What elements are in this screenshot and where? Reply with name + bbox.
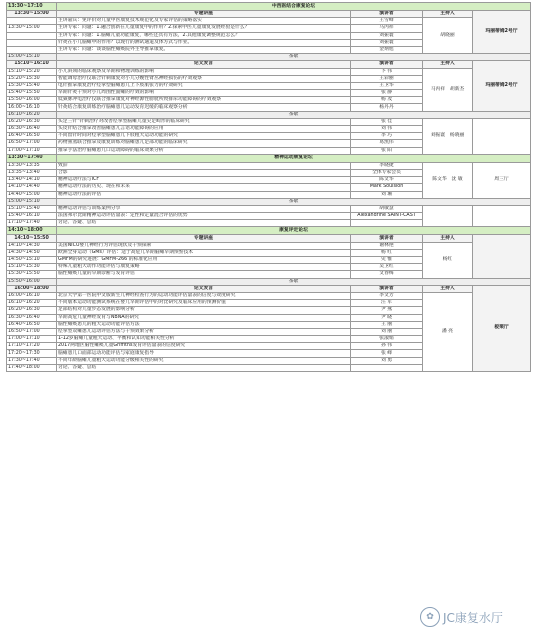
session-topic: GMFM的研究进展：GMFM-266 的标准化应用	[57, 257, 351, 264]
session-row	[7, 205, 531, 212]
session-topic: 精神运动评估与训练案例分享	[57, 205, 351, 212]
session-speaker: 尹 燕	[351, 307, 423, 314]
block-header-time: 14:10~15:50	[7, 235, 57, 242]
session-row	[7, 162, 531, 169]
session-speaker: 刘 伟	[351, 126, 423, 133]
venue-room: 玛丽蒂姆2号厅	[473, 61, 531, 111]
session-speaker: 尹 晓	[351, 314, 423, 321]
session-speaker: 王彩丽	[351, 75, 423, 82]
session-time: 15:10~15:40	[7, 205, 57, 212]
session-time: 15:30~15:40	[7, 82, 57, 89]
session-topic: 头足三针"针刺治疗对改善痉挛型脑瘫儿童尖足畸形的临床研究	[57, 118, 351, 125]
block-header-label: 专题讲座	[57, 235, 351, 242]
session-topic: 主讲专家：问题：1.脑瘫儿童功能康复，哪些还具有方法，2.其他康复调整规范怎么？	[57, 32, 351, 39]
session-speaker: 李 巧	[351, 133, 423, 140]
session-speaker: 汪 军	[351, 300, 423, 307]
session-topic: 药物熏蒸联合推拿及康复训练对脑瘫患儿足部功能的临床研究	[57, 140, 351, 147]
session-speaker: 刘 勇	[351, 357, 423, 364]
session-time: 17:10~17:20	[7, 343, 57, 350]
session-time	[7, 32, 57, 39]
session-time: 16:30~16:40	[7, 126, 57, 133]
session-topic: 讨论、答疑、总结	[57, 364, 351, 371]
session-topic: 主讲专家：问题：谈谈脑性瘫痪院外主导推拿康复。	[57, 46, 351, 53]
session-time	[7, 46, 57, 53]
session-speaker: 杨丹丹	[351, 104, 423, 111]
host-column-header: 主持人	[423, 61, 473, 68]
session-topic: 足部结构对儿童步态发展的影响分析	[57, 307, 351, 314]
session-topic: 头皮针结合推拿改善脑瘫患儿言语功能障碍的应用	[57, 126, 351, 133]
session-hosts: 刘振寰 杨晓丽	[423, 118, 473, 154]
session-speaker: 刘 珊	[351, 191, 423, 198]
session-time: 14:50~15:10	[7, 257, 57, 264]
session-speaker: 吴卫红	[351, 264, 423, 271]
session-speaker: Mark Soulsion	[351, 184, 423, 191]
session-speaker: 张 阳	[351, 147, 423, 154]
session-time: 17:20~17:30	[7, 350, 57, 357]
session-time: 17:30~17:40	[7, 357, 57, 364]
block-header-time: 16:00~18:00	[7, 285, 57, 292]
block-header-label: 论文发言	[57, 61, 351, 68]
session-topic: 脑瘫患儿口面部运动功能评估与家庭康复指导	[57, 350, 351, 357]
session-speaker: 刘振寰	[351, 32, 423, 39]
session-topic: 主讲专家：问题：1.融合创新在儿童康复中的作用？2.探索中医儿童康复发展经验是什么？	[57, 25, 351, 32]
session-speaker: 孙 伟	[351, 343, 423, 350]
session-speaker: 马丙祥	[351, 25, 423, 32]
session-topic: 不同年龄脑瘫儿童粗大运动功能分级相关性的研究	[57, 357, 351, 364]
session-topic: 2017两地区脑性瘫痪儿童Griffiths发育评估量表的信度研究	[57, 343, 351, 350]
break-label: 茶歇	[57, 198, 531, 205]
session-speaker: 张 佳	[351, 118, 423, 125]
host-column-header: 主持人	[423, 285, 473, 292]
session-row	[7, 68, 531, 75]
section-title: 康复评定论坛	[57, 227, 531, 235]
session-time: 16:00~16:10	[7, 292, 57, 299]
section-header-row	[7, 3, 531, 11]
session-time: 16:40~16:50	[7, 321, 57, 328]
session-time: 15:40~15:50	[7, 90, 57, 97]
section-time: 13:30~17:10	[7, 3, 57, 11]
break-row	[7, 111, 531, 118]
session-time: 13:35~13:40	[7, 169, 57, 176]
session-speaker: 李晓捷	[351, 162, 423, 169]
session-time: 16:10~16:20	[7, 300, 57, 307]
session-row	[7, 18, 531, 25]
session-speaker: 金炳旭	[351, 46, 423, 53]
session-topic: 致辞	[57, 162, 351, 169]
session-topic: 精神运动疗法与ICF	[57, 177, 351, 184]
session-hosts	[423, 205, 473, 227]
venue-room	[473, 205, 531, 227]
session-topic: 1-12岁脑瘫儿童粗大运动、平衡和认知功能相关性分析	[57, 336, 351, 343]
session-topic: 痉挛型双瘫患儿运动评估方法与干预效果分析	[57, 328, 351, 335]
session-row	[7, 118, 531, 125]
session-time: 14:40~15:00	[7, 191, 57, 198]
session-time: 17:00~17:10	[7, 336, 57, 343]
session-speaker: 全体专家会员	[351, 169, 423, 176]
speaker-column-header: 演讲者	[351, 11, 423, 18]
session-time	[7, 18, 57, 25]
venue-room: 板栗厅	[473, 285, 531, 371]
venue-room	[473, 235, 531, 278]
session-speaker: 胡敏慧	[351, 205, 423, 212]
session-topic: 法国弗尔比斯精神运动评估量表：定性和定量混合评估的优势	[57, 213, 351, 220]
speaker-column-header: 演讲者	[351, 61, 423, 68]
session-time: 16:40~16:50	[7, 133, 57, 140]
section-title: 中西医结合康复论坛	[57, 3, 531, 11]
session-topic: 早期高危儿童神经发育与NBNA的研究	[57, 314, 351, 321]
break-label: 茶歇	[57, 111, 531, 118]
session-time: 16:20~16:30	[7, 307, 57, 314]
session-topic: 精神运动疗法的历史、现在和未来	[57, 184, 351, 191]
session-speaker: 王 丽	[351, 321, 423, 328]
session-time: 15:40~16:10	[7, 213, 57, 220]
session-topic: 脑性瘫痪患儿的粗大运动功能评估方法	[57, 321, 351, 328]
session-speaker: 杨 茂	[351, 97, 423, 104]
speaker-column-header: 演讲者	[351, 235, 423, 242]
session-topic: 北京大学第一医院中文版新生儿神经检查行为的运动功能评估量表的信度与效度研究	[57, 292, 351, 299]
session-hosts: 胡晓丽	[423, 18, 473, 54]
session-time: 15:30~15:50	[7, 271, 57, 278]
session-time: 15:10~15:30	[7, 264, 57, 271]
session-time: 17:40~18:00	[7, 364, 57, 371]
session-speaker: Alexandrine SAINT-CAST	[351, 213, 423, 220]
venue-room: 玛丽蒂姆2号厅	[473, 11, 531, 54]
session-speaker	[351, 364, 423, 371]
session-speaker: 李文芳	[351, 292, 423, 299]
schedule-sheet	[6, 2, 530, 372]
session-time: 13:40~14:10	[7, 177, 57, 184]
session-speaker: 谢林艳	[351, 242, 423, 249]
session-speaker	[351, 220, 423, 227]
session-topic: 电针推拿康复治疗痉挛型脑瘫患儿上下肢肌张力的疗效研究	[57, 82, 351, 89]
block-header-time: 13:30~15:00	[7, 11, 57, 18]
session-time: 14:30~14:50	[7, 249, 57, 256]
break-label: 茶歇	[57, 54, 531, 61]
session-topic: 主讲嘉宾：免评价对儿童中医康复技术规范化及专家评估的策略落实	[57, 18, 351, 25]
session-speaker: 王雪峰	[351, 18, 423, 25]
session-speaker: 刘 丽	[351, 328, 423, 335]
block-header-row	[7, 61, 531, 68]
session-hosts: 陈文华 沈 敏	[423, 162, 473, 198]
break-row	[7, 198, 531, 205]
break-time: 15:00~15:10	[7, 54, 57, 61]
session-topic: 小儿斜颈的临床观察及早期和物理训练的影响	[57, 68, 351, 75]
break-time: 16:10~16:20	[7, 111, 57, 118]
block-header-time: 15:10~16:10	[7, 61, 57, 68]
session-speaker: 卜 伟	[351, 68, 423, 75]
session-time: 14:10~14:40	[7, 184, 57, 191]
session-hosts: 杨红	[423, 242, 473, 278]
session-topic: 脑性瘫痪儿童的早期诊断与发育评估	[57, 271, 351, 278]
session-topic: 讨论、答疑、总结	[57, 220, 351, 227]
session-topic: 不同留针时间对痉挛型脑瘫患儿下肢粗大运动功能的研究	[57, 133, 351, 140]
section-time: 13:30~17:40	[7, 154, 57, 162]
session-hosts: 潘 亮	[423, 292, 473, 371]
break-time: 15:00~15:10	[7, 198, 57, 205]
session-time: 16:50~17:00	[7, 328, 57, 335]
speaker-column-header: 演讲者	[351, 285, 423, 292]
session-topic: 美国NICU婴儿神经行为评估现状及干预探索	[57, 242, 351, 249]
session-time: 16:50~17:00	[7, 140, 57, 147]
session-speaker: 张 峰	[351, 350, 423, 357]
section-time: 14:10~18:00	[7, 227, 57, 235]
block-header-row	[7, 235, 531, 242]
session-row	[7, 292, 531, 299]
session-speaker: 刘振寰	[351, 39, 423, 46]
schedule-table	[6, 2, 531, 372]
session-topic: 精神运动疗法的评估	[57, 191, 351, 198]
session-time: 13:30~15:00	[7, 25, 57, 32]
session-time: 16:30~16:40	[7, 314, 57, 321]
session-time: 17:00~17:10	[7, 147, 57, 154]
session-speaker: 文春梅	[351, 271, 423, 278]
session-topic: 针灸在小儿脑瘫中的作用？以现行的测试通道及体方式与作业。	[57, 39, 351, 46]
block-header-label: 专题讲座	[57, 11, 351, 18]
session-topic: 特殊儿童粗大动作功能评估与康复策略	[57, 264, 351, 271]
section-header-row	[7, 154, 531, 162]
watermark-text: JC康复水厅	[443, 610, 503, 625]
wechat-icon: ✿	[420, 607, 440, 627]
session-speaker: 王卫华	[351, 82, 423, 89]
session-topic: 推拿手法治疗脑瘫患儿口运动障碍的临床效果分析	[57, 147, 351, 154]
session-time: 15:20~15:30	[7, 75, 57, 82]
venue-room: 周三厅	[473, 162, 531, 198]
session-speaker: 陈文华	[351, 177, 423, 184]
block-header-row	[7, 11, 531, 18]
session-topic: 欧洲全身运动（GMs）评估：适于高危儿早期脑瘫早期预警技术	[57, 249, 351, 256]
session-time: 13:30~13:35	[7, 162, 57, 169]
section-header-row	[7, 227, 531, 235]
block-header-label: 论文发言	[57, 285, 351, 292]
block-header-row	[7, 285, 531, 292]
session-topic: 智能调母治疗仪联合针刺康复对小儿分娩性臂丛神经损伤的疗效观察	[57, 75, 351, 82]
break-row	[7, 278, 531, 285]
session-time: 17:10~17:40	[7, 220, 57, 227]
session-speaker: 张淑娟	[351, 336, 423, 343]
session-topic: 早期针灸干预对小儿周围性面瘫的疗效的影响	[57, 90, 351, 97]
session-speaker: 杨 红	[351, 249, 423, 256]
section-title: 精神运动康复论坛	[57, 154, 531, 162]
host-column-header: 主持人	[423, 235, 473, 242]
break-row	[7, 54, 531, 61]
host-column-header: 主持人	[423, 11, 473, 18]
session-speaker: 张 静	[351, 90, 423, 97]
break-label: 茶歇	[57, 278, 531, 285]
session-time: 16:20~16:30	[7, 118, 57, 125]
session-topic: 合影	[57, 169, 351, 176]
session-topic: 低频脉冲电治疗仪联合推拿康复对神经源性膀胱所致排尿功能障碍的疗效观察	[57, 97, 351, 104]
session-row	[7, 242, 531, 249]
session-time: 14:10~14:30	[7, 242, 57, 249]
watermark	[420, 606, 503, 628]
session-time: 16:00~16:10	[7, 104, 57, 111]
session-speaker: 易凯伟	[351, 140, 423, 147]
venue-room	[473, 118, 531, 154]
session-time: 15:50~16:00	[7, 97, 57, 104]
session-speaker: 史 惟	[351, 257, 423, 264]
session-time	[7, 39, 57, 46]
session-topic: 不同版本运动功能测试系统在婴儿早期评估中的对比研究及临床应用的预测价值	[57, 300, 351, 307]
session-hosts: 马丙祥 胡新杰	[423, 68, 473, 111]
break-time: 15:50~16:00	[7, 278, 57, 285]
session-topic: 针灸结合康复训练治疗脑瘫患儿运动发育迟缓的临床观察分析	[57, 104, 351, 111]
session-time: 15:10~15:20	[7, 68, 57, 75]
